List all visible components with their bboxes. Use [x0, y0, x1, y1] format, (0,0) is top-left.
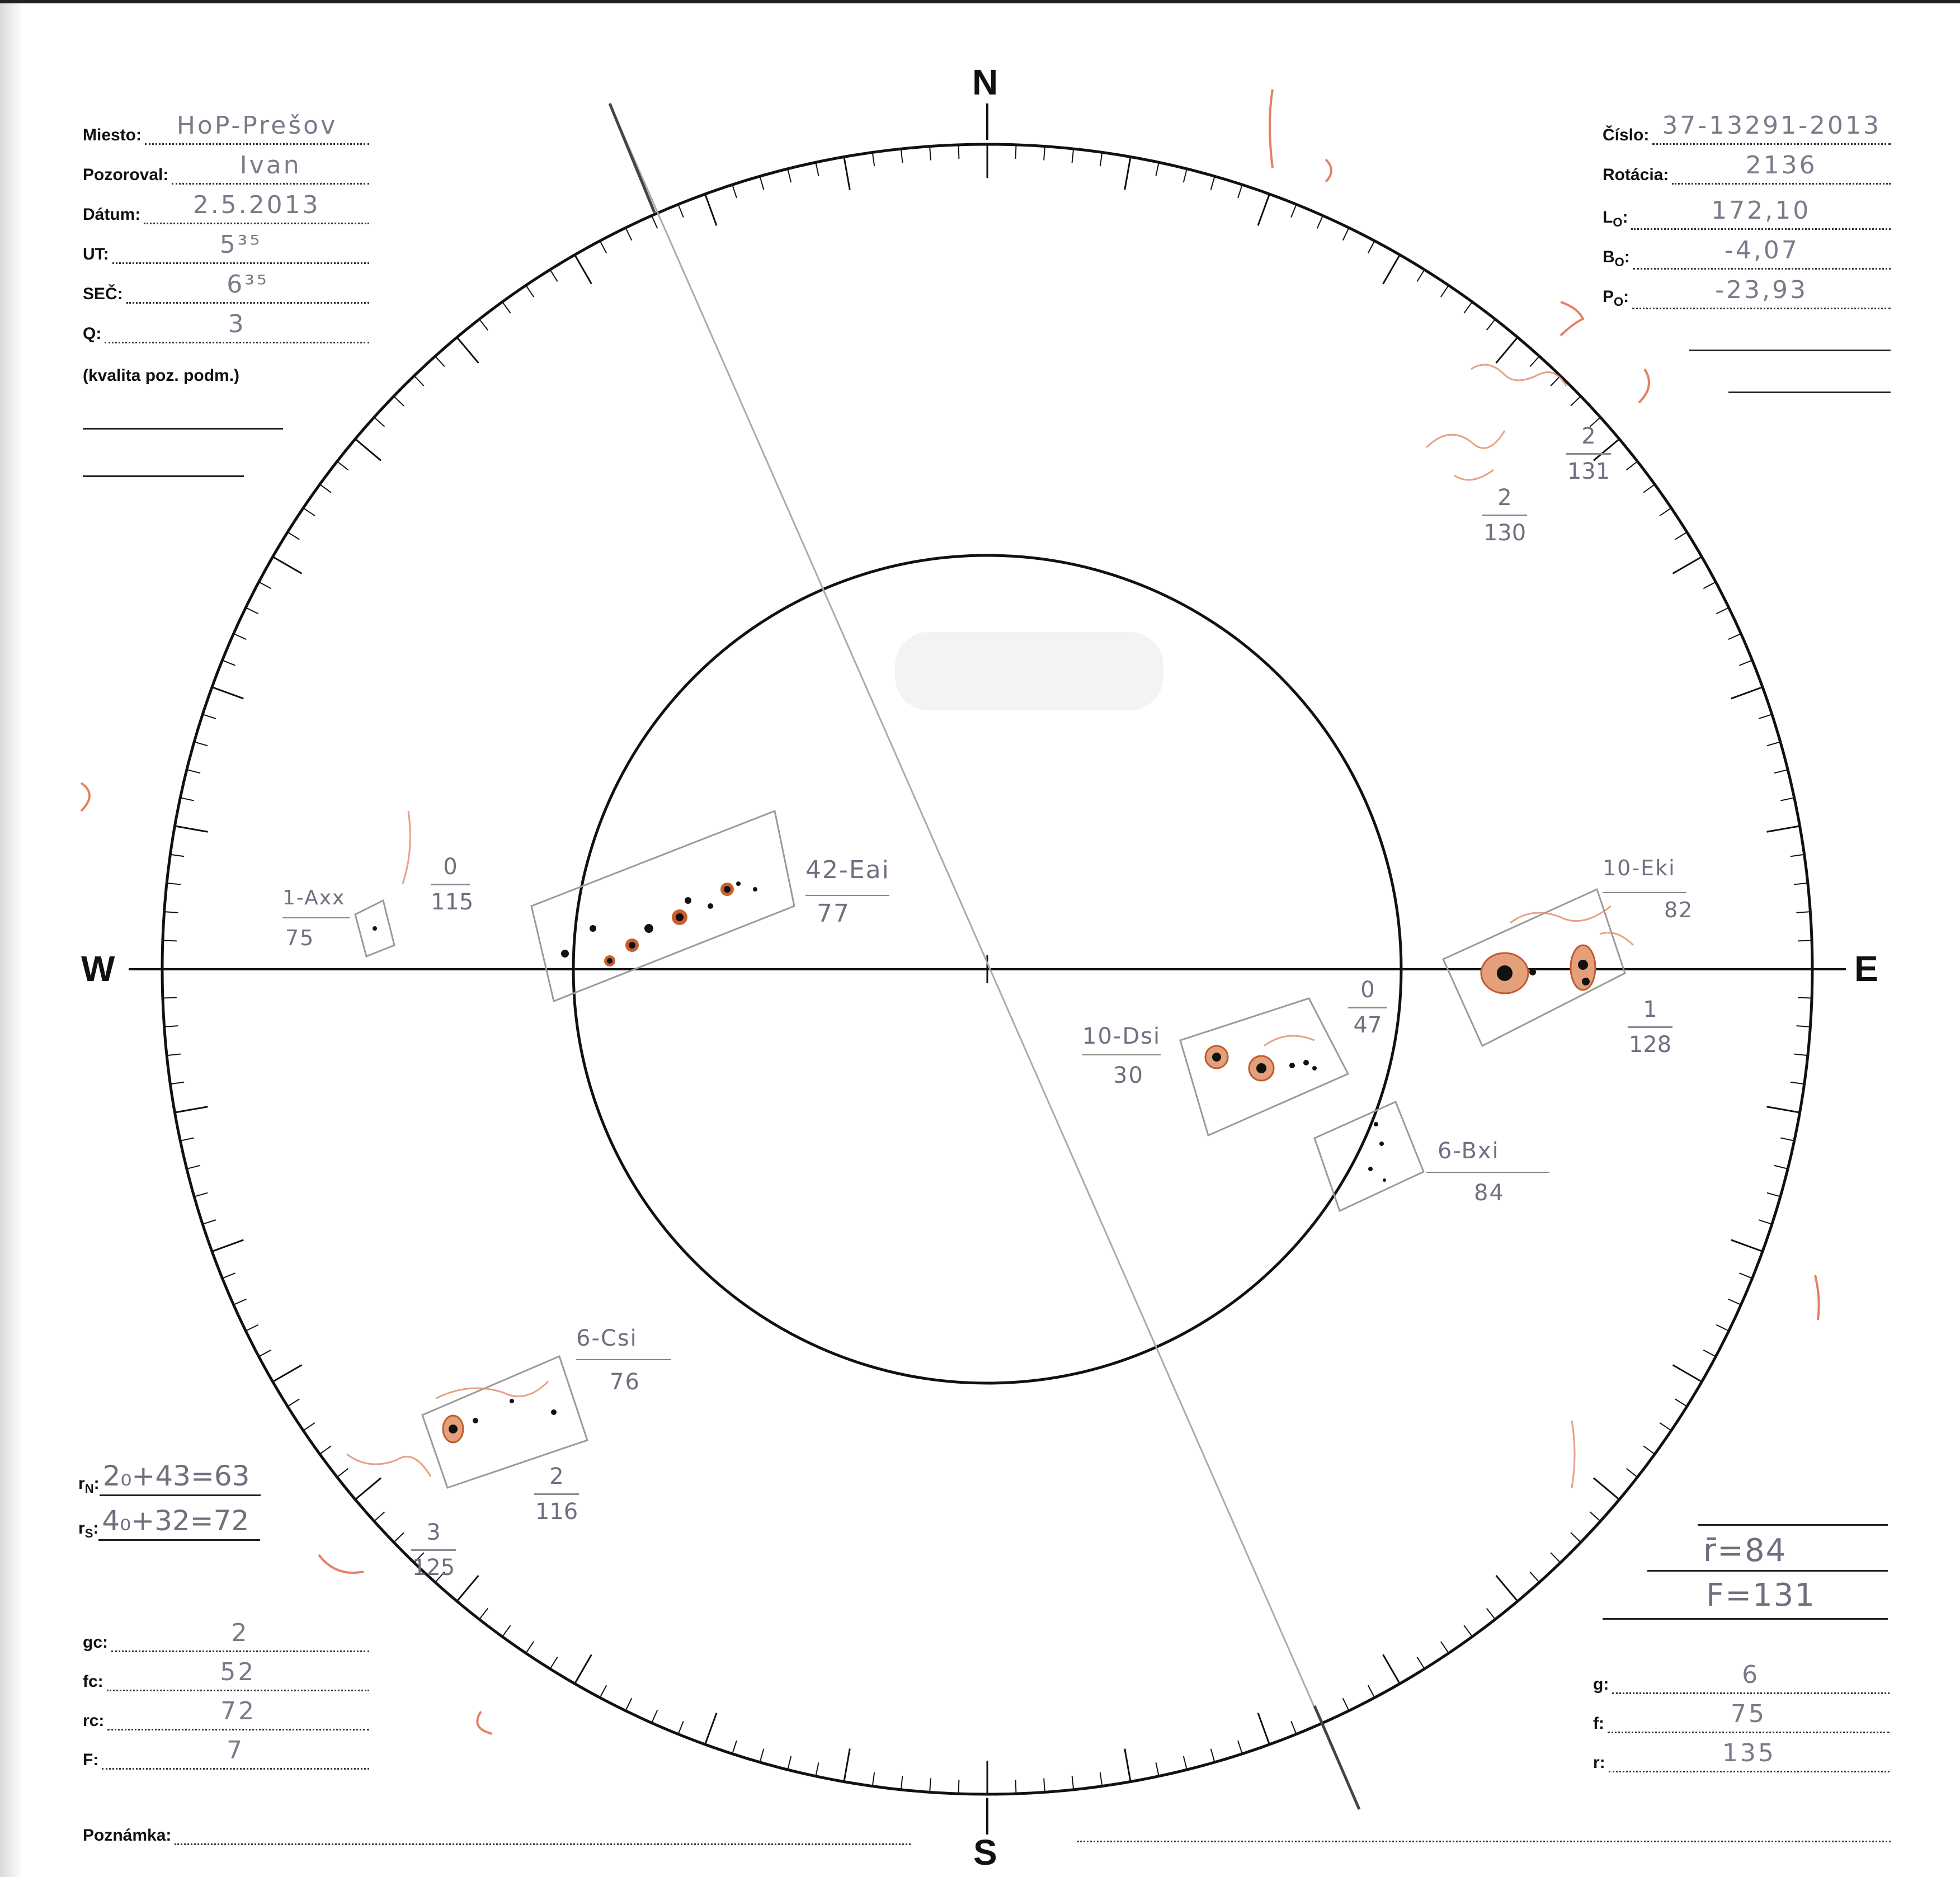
- scale-tick: [1774, 1166, 1788, 1169]
- scale-tick: [1703, 1350, 1716, 1357]
- total-r-value: r̄=84: [1703, 1532, 1787, 1569]
- scale-tick: [246, 607, 258, 614]
- scale-tick: [180, 1138, 194, 1140]
- scale-tick: [1728, 1299, 1741, 1305]
- group-count-10-dsi: 30: [1113, 1063, 1144, 1088]
- scale-tick: [1594, 1478, 1619, 1500]
- fraction-130: $\frac{2}{130}$: [1483, 485, 1526, 546]
- scale-tick: [575, 1654, 592, 1683]
- group-box-6-bxi: [1314, 1102, 1424, 1211]
- scale-tick: [1767, 742, 1780, 746]
- poznamka-label: Poznámka:: [83, 1826, 172, 1845]
- sunspot-1-axx: [373, 926, 377, 931]
- scale-tick: [1125, 157, 1130, 190]
- scale-tick: [1731, 1240, 1763, 1252]
- scale-tick: [1731, 687, 1763, 699]
- west-label: W: [81, 949, 115, 989]
- scale-tick: [288, 532, 299, 539]
- scale-tick: [930, 147, 931, 161]
- scale-tick: [1100, 1772, 1102, 1786]
- po-label: $P_O$:: [1603, 287, 1629, 309]
- miesto-value: HoP-Prešov: [176, 111, 338, 140]
- fraction-47: $\frac{0}{47}$: [1348, 979, 1387, 1036]
- scale-tick: [1487, 319, 1495, 331]
- scale-tick: [1672, 1365, 1702, 1382]
- poznamka-field-right[interactable]: [1074, 1826, 1891, 1842]
- fc-label: fc:: [83, 1672, 103, 1691]
- scale-tick: [1072, 1776, 1074, 1790]
- poznamka-field[interactable]: [83, 1826, 911, 1845]
- ut-value: 5³⁵: [219, 230, 262, 259]
- scale-tick: [1317, 216, 1323, 229]
- scale-tick: [1044, 147, 1045, 161]
- scale-tick: [1716, 607, 1728, 614]
- scale-tick: [374, 1512, 385, 1521]
- scale-tick: [816, 162, 818, 176]
- r-field[interactable]: [1593, 1739, 1890, 1772]
- scale-tick: [1780, 1138, 1794, 1140]
- scale-tick: [320, 484, 331, 493]
- scale-tick: [202, 714, 216, 719]
- scale-tick: [337, 461, 348, 470]
- group-label-6-bxi: 6-Bxi: [1438, 1138, 1500, 1164]
- scale-tick: [1125, 1749, 1130, 1782]
- scale-tick: [222, 660, 235, 665]
- scale-tick: [873, 1772, 874, 1786]
- scale-tick: [394, 396, 404, 405]
- scale-tick: [1660, 1423, 1671, 1431]
- rotacia-value: 2136: [1745, 151, 1817, 180]
- scale-tick: [374, 417, 385, 427]
- scale-tick: [1660, 508, 1671, 516]
- scale-tick: [1417, 270, 1424, 281]
- datum-field[interactable]: [83, 191, 369, 224]
- scale-tick: [844, 157, 850, 190]
- scale-tick: [526, 1642, 534, 1653]
- scale-tick: [273, 557, 302, 574]
- scale-tick: [873, 152, 874, 166]
- gc-value: 2: [231, 1619, 249, 1647]
- quality-note: (kvalita poz. podm.): [83, 366, 240, 385]
- lo-field[interactable]: [1603, 196, 1891, 230]
- scale-tick: [202, 1220, 216, 1224]
- scale-tick: [1441, 1642, 1449, 1653]
- scale-tick: [1791, 1082, 1804, 1084]
- scale-tick: [1643, 484, 1655, 493]
- scale-tick: [1739, 1273, 1752, 1278]
- scale-tick: [1571, 1532, 1581, 1542]
- g-label: g:: [1593, 1675, 1609, 1694]
- sunspots-42-eai: [561, 881, 757, 966]
- fraction-115: $\frac{0}{115}$: [431, 854, 474, 915]
- cislo-field[interactable]: [1603, 111, 1891, 145]
- scale-tick: [175, 826, 208, 832]
- east-label: E: [1854, 949, 1878, 989]
- miesto-field[interactable]: [83, 111, 369, 145]
- datum-value: 2.5.2013: [192, 191, 321, 219]
- group-underline-6-csi: [576, 1359, 671, 1360]
- group-label-42-eai: 42-Eai: [805, 856, 890, 884]
- scale-tick: [1767, 826, 1800, 832]
- scale-tick: [222, 1273, 235, 1278]
- f-value: 75: [1730, 1700, 1766, 1728]
- group-underline-10-dsi: [1082, 1054, 1161, 1055]
- f-label: f:: [1593, 1714, 1604, 1733]
- sunspots-10-dsi: [1205, 1046, 1317, 1081]
- group-underline-1-axx: [282, 917, 350, 918]
- scale-tick: [1728, 634, 1741, 639]
- sec-field[interactable]: [83, 270, 369, 304]
- scale-tick: [1184, 169, 1187, 182]
- scale-tick: [194, 742, 208, 746]
- q-value: 3: [228, 310, 246, 338]
- gc-label: gc:: [83, 1633, 108, 1652]
- group-underline-10-eki: [1603, 892, 1686, 893]
- scale-tick: [652, 1710, 657, 1723]
- scale-tick: [502, 302, 511, 313]
- scale-tick: [1739, 660, 1752, 665]
- rotacia-label: Rotácia:: [1603, 166, 1669, 184]
- scale-tick: [678, 1721, 683, 1734]
- scale-tick: [234, 1299, 247, 1305]
- cislo-value: 37-13291-2013: [1662, 111, 1882, 140]
- scale-tick: [1291, 1721, 1296, 1734]
- gc-field[interactable]: [83, 1619, 369, 1652]
- scale-tick: [1441, 285, 1449, 297]
- scale-tick: [652, 216, 657, 229]
- group-underline-6-bxi: [1426, 1172, 1549, 1173]
- scale-tick: [1551, 1553, 1560, 1563]
- scale-tick: [1780, 798, 1794, 800]
- group-count-42-eai: 77: [817, 899, 850, 928]
- ut-field[interactable]: [83, 230, 369, 264]
- blank-line-1: [83, 428, 283, 430]
- rs-field[interactable]: [78, 1505, 260, 1541]
- scale-tick: [1487, 1609, 1495, 1620]
- scale-tick: [600, 241, 607, 253]
- group-count-6-csi: 76: [610, 1369, 640, 1395]
- scale-tick: [788, 1756, 791, 1770]
- rotation-axis-pencil: [610, 103, 1359, 1809]
- cislo-label: Číslo:: [1603, 126, 1650, 144]
- scale-tick: [1767, 1107, 1800, 1112]
- rc-label: rc:: [83, 1711, 105, 1730]
- scale-tick: [732, 185, 737, 198]
- sunspots-6-bxi: [1368, 1122, 1386, 1182]
- scale-tick: [1464, 1625, 1472, 1637]
- scale-tick: [1258, 1713, 1270, 1744]
- r-label: r:: [1593, 1753, 1605, 1772]
- pozoroval-label: Pozoroval:: [83, 166, 169, 184]
- scale-tick: [1343, 1698, 1349, 1710]
- po-field[interactable]: [1603, 276, 1891, 309]
- scale-tick: [1791, 855, 1804, 856]
- scale-tick: [1417, 1657, 1424, 1669]
- scale-tick: [479, 319, 488, 331]
- scale-tick: [167, 1054, 181, 1056]
- scale-tick: [1496, 337, 1518, 363]
- scale-tick: [457, 337, 479, 363]
- south-label: S: [973, 1832, 997, 1873]
- rc-field[interactable]: [83, 1697, 369, 1730]
- scale-tick: [170, 1082, 184, 1084]
- scale-tick: [1672, 557, 1702, 574]
- scale-tick: [678, 204, 683, 217]
- scale-tick: [187, 770, 200, 773]
- scale-tick: [1464, 302, 1472, 313]
- paper-stain: [895, 632, 1163, 710]
- scale-tick: [1767, 1193, 1780, 1197]
- scale-tick: [1643, 1446, 1655, 1454]
- scale-tick: [457, 1576, 479, 1601]
- scale-tick: [259, 1350, 271, 1357]
- scale-tick: [320, 1446, 331, 1454]
- fc-value: 52: [220, 1658, 256, 1686]
- scale-tick: [760, 176, 764, 190]
- scale-tick: [337, 1469, 348, 1477]
- scale-tick: [1590, 1512, 1601, 1521]
- scale-tick: [1530, 356, 1539, 367]
- rotacia-field[interactable]: [1603, 151, 1891, 185]
- scale-tick: [1156, 1762, 1158, 1776]
- scale-tick: [1383, 255, 1400, 284]
- bo-label: $B_O$:: [1603, 248, 1630, 269]
- scale-tick: [930, 1778, 931, 1792]
- scale-tick: [303, 1423, 315, 1431]
- scale-tick: [705, 1713, 717, 1744]
- faculae-sketches: [347, 365, 1633, 1488]
- group-underline-42-eai: [805, 895, 889, 896]
- f-total-field[interactable]: [83, 1736, 369, 1770]
- totals-line-1: [1698, 1524, 1888, 1526]
- sec-value: 6³⁵: [227, 270, 269, 299]
- sunspots-6-csi: [443, 1399, 557, 1442]
- scale-tick: [901, 149, 903, 163]
- fraction-131: $\frac{2}{131}$: [1567, 423, 1610, 484]
- fc-field[interactable]: [83, 1658, 369, 1691]
- blank-line-2: [83, 475, 244, 477]
- scale-tick: [479, 1609, 488, 1620]
- scale-tick: [760, 1749, 764, 1762]
- scale-tick: [1796, 912, 1810, 913]
- scale-tick: [1703, 582, 1716, 589]
- scale-tick: [1184, 1756, 1187, 1770]
- scale-tick: [600, 1685, 607, 1697]
- scale-tick: [1383, 1654, 1400, 1683]
- scale-tick: [526, 285, 534, 297]
- rn-field[interactable]: [78, 1460, 261, 1496]
- pozoroval-value: Ivan: [239, 151, 301, 180]
- scale-tick: [705, 194, 717, 225]
- scale-tick: [575, 255, 592, 284]
- scale-tick: [194, 1193, 208, 1197]
- po-value: -23,93: [1715, 276, 1808, 304]
- scale-tick: [180, 798, 194, 800]
- scale-tick: [273, 1365, 302, 1382]
- q-field[interactable]: [83, 310, 369, 343]
- fraction-125: $\frac{3}{125}$: [412, 1520, 455, 1581]
- scale-tick: [187, 1166, 200, 1169]
- scale-tick: [259, 582, 271, 589]
- g-value: 6: [1742, 1661, 1760, 1689]
- scale-tick: [1759, 714, 1772, 719]
- scale-tick: [170, 855, 184, 856]
- scale-tick: [355, 439, 381, 461]
- sec-label: SEČ:: [83, 285, 123, 303]
- scale-tick: [414, 376, 423, 386]
- scale-tick: [844, 1749, 850, 1782]
- scale-tick: [288, 1399, 299, 1406]
- scale-tick: [1571, 396, 1581, 405]
- total-f-value: F=131: [1706, 1577, 1816, 1614]
- scale-tick: [394, 1532, 404, 1542]
- scale-tick: [234, 634, 247, 639]
- rotation-axis-outer-top: [610, 103, 654, 213]
- pozoroval-field[interactable]: [83, 151, 369, 185]
- scale-tick: [1675, 1399, 1687, 1406]
- rn-label: $r_N$:: [78, 1474, 100, 1496]
- scale-tick: [550, 270, 557, 281]
- rs-value: 4₀+32=72: [98, 1505, 260, 1541]
- scale-tick: [732, 1741, 737, 1754]
- scale-tick: [1759, 1220, 1772, 1224]
- lo-label: $L_O$:: [1603, 208, 1628, 229]
- fraction-116: $\frac{2}{116}$: [535, 1464, 578, 1525]
- rc-value: 72: [220, 1697, 257, 1725]
- scale-tick: [816, 1762, 818, 1776]
- q-label: Q:: [83, 324, 102, 343]
- group-label-10-dsi: 10-Dsi: [1082, 1024, 1161, 1049]
- scale-tick: [1211, 176, 1215, 190]
- group-label-10-eki: 10-Eki: [1603, 856, 1676, 880]
- bo-field[interactable]: [1603, 236, 1891, 270]
- scale-tick: [788, 169, 791, 182]
- scale-tick: [1496, 1576, 1518, 1601]
- g-field[interactable]: [1593, 1661, 1890, 1694]
- f-total-value: 7: [227, 1736, 245, 1765]
- scale-tick: [1100, 152, 1102, 166]
- scale-tick: [1794, 1054, 1808, 1056]
- scale-tick: [502, 1625, 511, 1637]
- group-count-10-eki: 82: [1664, 898, 1694, 922]
- scale-tick: [1238, 1741, 1242, 1754]
- scale-tick: [1072, 149, 1074, 163]
- totals-line-2: [1647, 1570, 1888, 1572]
- group-box-42-eai: [531, 811, 794, 1001]
- scale-tick: [550, 1657, 557, 1669]
- scale-tick: [1794, 883, 1808, 885]
- blank-line-3: [1689, 350, 1891, 351]
- datum-label: Dátum:: [83, 205, 141, 224]
- r-value: 135: [1722, 1739, 1776, 1767]
- scale-tick: [212, 1240, 243, 1252]
- scale-tick: [246, 1325, 258, 1331]
- scale-tick: [1368, 241, 1375, 253]
- scale-tick: [1530, 1572, 1539, 1583]
- group-label-6-csi: 6-Csi: [576, 1326, 638, 1351]
- scale-tick: [901, 1776, 903, 1790]
- scale-tick: [1675, 532, 1687, 539]
- group-count-1-axx: 75: [285, 926, 315, 950]
- scale-tick: [164, 1026, 178, 1027]
- scale-tick: [1156, 162, 1158, 176]
- scale-tick: [175, 1107, 208, 1112]
- rotation-axis-outer-bottom: [1314, 1706, 1359, 1809]
- scale-tick: [1796, 1026, 1810, 1027]
- rs-label: $r_S$:: [78, 1519, 99, 1540]
- lo-value: 172,10: [1711, 196, 1811, 225]
- ut-label: UT:: [83, 245, 109, 263]
- fraction-128: $\frac{1}{128}$: [1628, 997, 1672, 1058]
- scale-tick: [1343, 228, 1349, 240]
- scale-tick: [164, 912, 178, 913]
- scale-tick: [1774, 770, 1788, 773]
- miesto-label: Miesto:: [83, 126, 142, 144]
- scale-tick: [212, 687, 243, 699]
- group-label-1-axx: 1-Axx: [282, 886, 346, 909]
- group-count-6-bxi: 84: [1474, 1180, 1505, 1206]
- scale-tick: [625, 1698, 632, 1710]
- scale-tick: [1258, 194, 1270, 225]
- north-label: N: [972, 62, 998, 102]
- scale-tick: [1044, 1778, 1045, 1792]
- scale-tick: [1211, 1749, 1215, 1762]
- f-field[interactable]: [1593, 1700, 1890, 1733]
- scale-tick: [355, 1478, 381, 1500]
- scale-tick: [1291, 204, 1296, 217]
- f-total-label: F:: [83, 1751, 99, 1769]
- bo-value: -4,07: [1724, 236, 1799, 265]
- scale-tick: [1627, 1469, 1638, 1477]
- scale-tick: [303, 508, 315, 516]
- blank-line-4: [1728, 392, 1891, 393]
- scale-tick: [1627, 461, 1638, 470]
- rn-value: 2₀+43=63: [100, 1460, 261, 1496]
- scale-tick: [167, 883, 181, 885]
- scale-tick: [1368, 1685, 1375, 1697]
- scale-tick: [1238, 185, 1242, 198]
- scale-tick: [435, 356, 445, 367]
- scale-tick: [625, 228, 632, 240]
- totals-line-3: [1603, 1618, 1888, 1620]
- scale-tick: [1716, 1325, 1728, 1331]
